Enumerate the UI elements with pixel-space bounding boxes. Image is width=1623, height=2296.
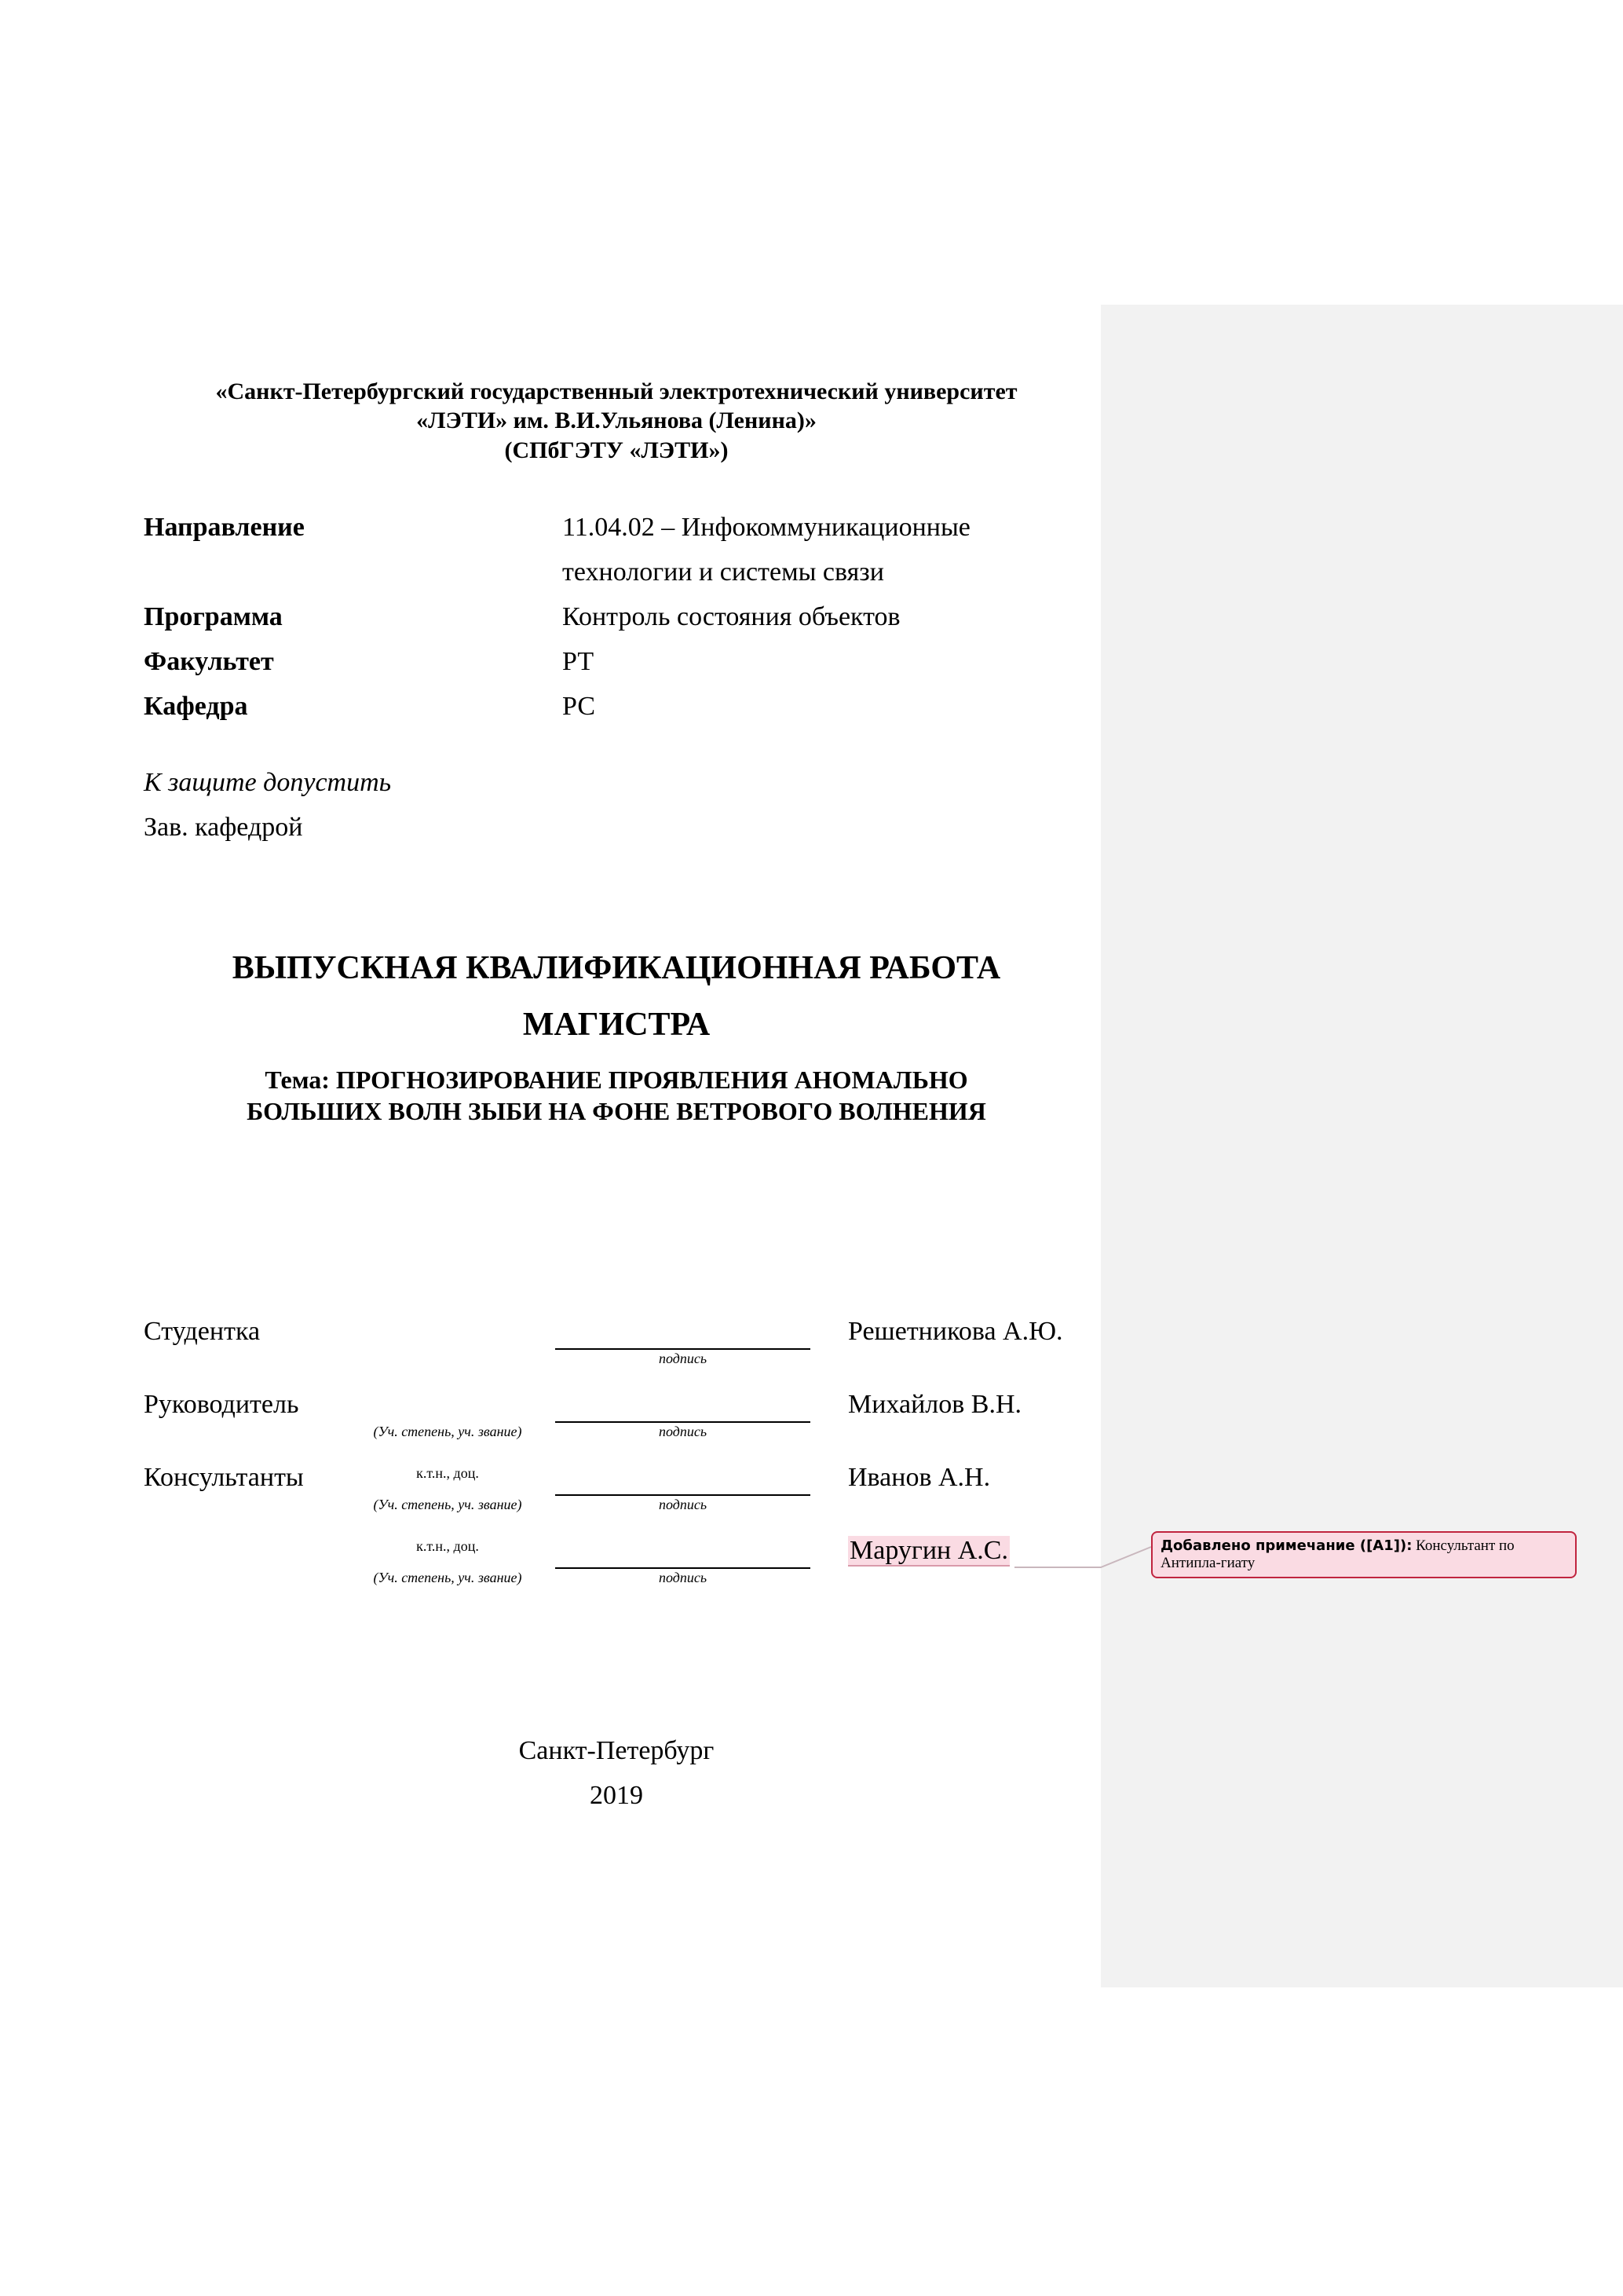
thesis-theme-line2: БОЛЬШИХ ВОЛН ЗЫБИ НА ФОНЕ ВЕТРОВОГО ВОЛНЕНИЯ [247, 1097, 986, 1125]
student-signature-caption: подпись [658, 1351, 707, 1366]
consultant1-signature-caption: подпись [658, 1497, 707, 1512]
program-label: Программа [144, 602, 283, 631]
consultants-role: Консультанты [144, 1463, 304, 1492]
consultant1-name: Иванов А.Н. [848, 1463, 991, 1492]
year: 2019 [590, 1781, 643, 1810]
faculty-value: РТ [562, 647, 594, 676]
direction-value: 11.04.02 – Инфокоммуникационные [562, 513, 971, 542]
head-of-department: Зав. кафедрой [144, 813, 303, 842]
comment-body: Консультант по Антипла-гиату [1161, 1537, 1515, 1571]
university-name-line1: «Санкт-Петербургский государственный электротехнический университет [215, 378, 1018, 404]
supervisor-role: Руководитель [144, 1390, 299, 1419]
city: Санкт-Петербург [518, 1736, 715, 1765]
supervisor-name: Михайлов В.Н. [848, 1390, 1022, 1419]
thesis-theme-line1: Тема: ПРОГНОЗИРОВАНИЕ ПРОЯВЛЕНИЯ АНОМАЛЬНО [265, 1066, 968, 1094]
student-name: Решетникова А.Ю. [848, 1317, 1063, 1346]
consultant2-degree: к.т.н., доц. [416, 1538, 479, 1554]
consultant2-signature-caption: подпись [658, 1570, 707, 1585]
direction-value-continued: технологии и системы связи [562, 558, 884, 587]
program-value: Контроль состояния объектов [562, 602, 901, 631]
thesis-title-line1: ВЫПУСКНАЯ КВАЛИФИКАЦИОННАЯ РАБОТА [232, 950, 1001, 986]
university-name-line2: «ЛЭТИ» им. В.И.Ульянова (Ленина)» [416, 408, 817, 433]
university-abbreviation: (СПбГЭТУ «ЛЭТИ») [504, 437, 729, 463]
consultant1-degree: к.т.н., доц. [416, 1465, 479, 1481]
direction-label: Направление [144, 513, 305, 542]
department-value: РС [562, 692, 596, 721]
supervisor-signature-caption: подпись [658, 1424, 707, 1439]
commented-text-highlight[interactable]: Маругин А.С. [850, 1536, 1008, 1565]
supervisor-degree-caption: (Уч. степень, уч. звание) [373, 1424, 522, 1439]
consultant1-degree-caption: (Уч. степень, уч. звание) [373, 1497, 522, 1512]
student-role: Студентка [144, 1317, 261, 1346]
thesis-title-line2: МАГИСТРА [522, 1007, 711, 1043]
consultant2-degree-caption: (Уч. степень, уч. звание) [373, 1570, 522, 1585]
admit-to-defense: К защите допустить [144, 768, 392, 797]
department-label: Кафедра [144, 692, 248, 721]
comment-balloon[interactable] [1151, 1531, 1577, 1578]
faculty-label: Факультет [144, 647, 274, 676]
comment-header: Добавлено примечание ([А1]): [1161, 1537, 1413, 1554]
